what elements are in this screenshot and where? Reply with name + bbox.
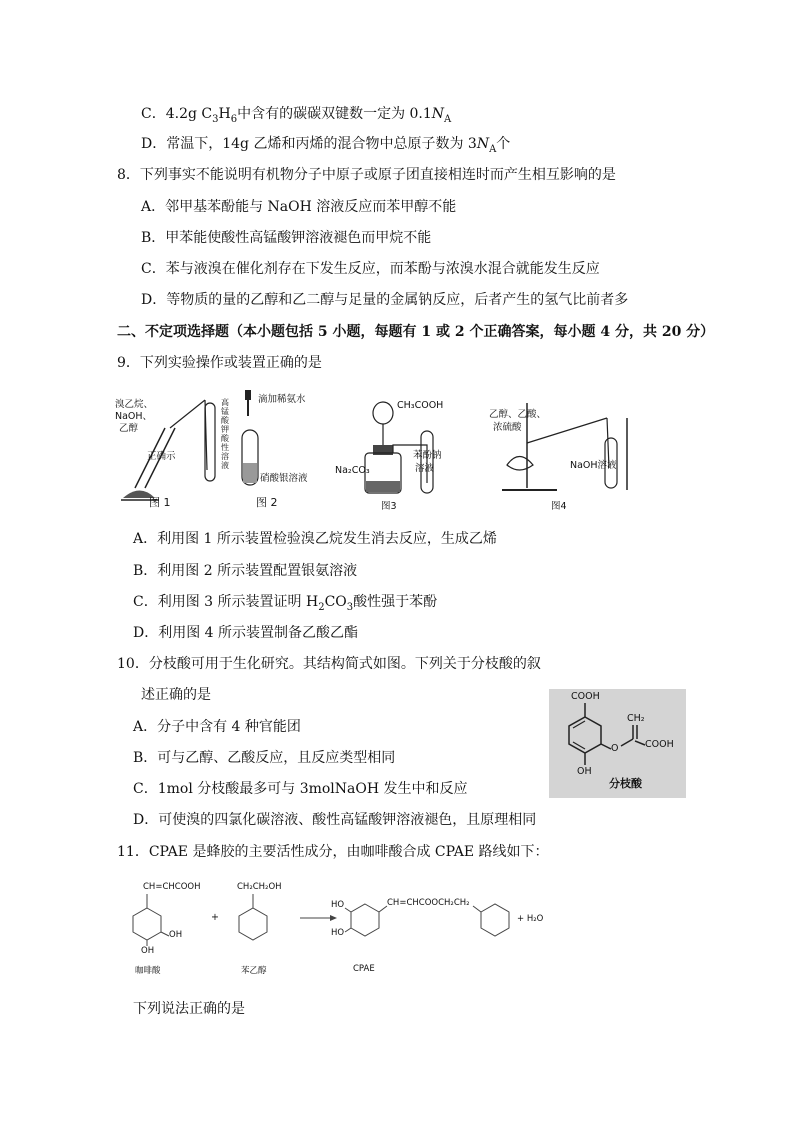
plus-sign: + <box>211 912 219 923</box>
q10-stem-line-1: 10．分枝酸可用于生化研究。其结构简式如图。下列关于分枝酸的叙 <box>117 656 541 672</box>
figure-3-caption: 图3 <box>381 501 397 512</box>
q9-stem: 9．下列实验操作或装置正确的是 <box>117 355 322 371</box>
structure-name: 分枝酸 <box>609 777 642 790</box>
q11-reaction-scheme <box>125 880 545 980</box>
q7-option-c: C．4.2g $C_3H_6$中含有的碳碳双键数一定为 $0.1N_A$ <box>141 106 452 125</box>
figure-3 <box>335 393 455 513</box>
figure-1-caption: 图 1 <box>149 496 171 509</box>
figure-4-right-label: NaOH溶液 <box>570 460 617 471</box>
caffeic-acid-oh-2: OH <box>141 946 155 956</box>
figure-2-bottom-label: 硝酸银溶液 <box>260 473 308 484</box>
q8-option-b: B．甲苯能使酸性高锰酸钾溶液褪色而甲烷不能 <box>141 230 432 246</box>
structure-cooh-top: COOH <box>571 691 600 702</box>
q9-option-a: A．利用图 1 所示装置检验溴乙烷发生消去反应，生成乙烯 <box>133 531 497 547</box>
figure-4-caption: 图4 <box>551 501 567 512</box>
figure-4-label-2: 浓硫酸 <box>493 422 522 433</box>
q8-option-c: C．苯与液溴在催化剂存在下发生反应，而苯酚与浓溴水混合就能发生反应 <box>141 261 600 277</box>
structure-oh: OH <box>577 766 592 777</box>
section-2-heading: 二、不定项选择题（本小题包括 5 小题，每题有 1 或 2 个正确答案，每小题 4 分，共 20 分） <box>117 324 715 340</box>
q10-structure-image <box>549 689 686 798</box>
cpae-name: CPAE <box>353 964 375 974</box>
figure-1-label-3: 乙醇 <box>119 423 139 434</box>
structure-o: O <box>611 743 619 754</box>
q11-stem: 11．CPAE 是蜂胶的主要活性成分，由咖啡酸合成 CPAE 路线如下： <box>117 844 549 860</box>
caffeic-acid-oh-1: OH <box>169 930 183 940</box>
figure-1 <box>115 388 235 513</box>
water-product: + H₂O <box>517 914 544 924</box>
figure-3-right-label-1: 苯酚钠 <box>413 450 442 461</box>
q8-stem: 8．下列事实不能说明有机物分子中原子或原子团直接相连时而产生相互影响的是 <box>117 167 616 183</box>
phenylethanol-name: 苯乙醇 <box>241 966 267 976</box>
structure-cooh-right: COOH <box>645 739 674 750</box>
figure-1-side-label: 高锰酸钾酸性溶液 <box>221 398 229 470</box>
phenylethanol-top: CH₂CH₂OH <box>237 882 282 892</box>
figure-3-top-label: CH₃COOH <box>397 400 444 411</box>
figure-2-top-label: 滴加稀氨水 <box>258 394 306 405</box>
q9-option-c: C．利用图 3 所示装置证明 $H_2CO_3$酸性强于苯酚 <box>133 594 438 613</box>
q11-after-text: 下列说法正确的是 <box>133 1001 245 1017</box>
figure-2 <box>238 388 343 513</box>
caffeic-acid-top: CH=CHCOOH <box>143 882 201 892</box>
q8-option-d: D．等物质的量的乙醇和乙二醇与足量的金属钠反应，后者产生的氢气比前者多 <box>141 292 629 308</box>
figure-1-label-4: 正确示 <box>147 451 176 462</box>
q10-option-b: B．可与乙醇、乙酸反应，且反应类型相同 <box>133 750 396 766</box>
q7-option-d: D．常温下，14g 乙烯和丙烯的混合物中总原子数为 $3N_A$个 <box>141 136 511 155</box>
q10-option-d: D．可使溴的四氯化碳溶液、酸性高锰酸钾溶液褪色，且原理相同 <box>133 812 537 828</box>
q10-option-a: A．分子中含有 4 种官能团 <box>133 719 301 735</box>
figure-1-label-1: 溴乙烷、 <box>115 399 154 410</box>
q10-stem-line-2: 述正确的是 <box>141 687 211 703</box>
cpae-ho-2: HO <box>331 928 345 938</box>
structure-ch2: CH₂ <box>627 713 645 724</box>
figure-4 <box>487 393 637 513</box>
q9-option-d: D．利用图 4 所示装置制备乙酸乙酯 <box>133 625 359 641</box>
cpae-chain: CH=CHCOOCH₂CH₂ <box>387 898 470 908</box>
q9-option-b: B．利用图 2 所示装置配置银氨溶液 <box>133 563 358 579</box>
figure-2-caption: 图 2 <box>256 496 278 509</box>
caffeic-acid-name: 咖啡酸 <box>135 966 161 976</box>
figure-4-label-1: 乙醇、乙酸、 <box>489 409 547 420</box>
figure-2-drawing <box>238 388 343 513</box>
q8-option-a: A．邻甲基苯酚能与 NaOH 溶液反应而苯甲醇不能 <box>141 199 457 215</box>
q10-option-c: C．1mol 分枝酸最多可与 3molNaOH 发生中和反应 <box>133 781 468 797</box>
figure-3-right-label-2: 溶液 <box>415 463 435 474</box>
figure-3-left-label: Na₂CO₃ <box>335 465 370 476</box>
figure-1-label-2: NaOH、 <box>115 411 153 422</box>
cpae-ho-1: HO <box>331 900 345 910</box>
